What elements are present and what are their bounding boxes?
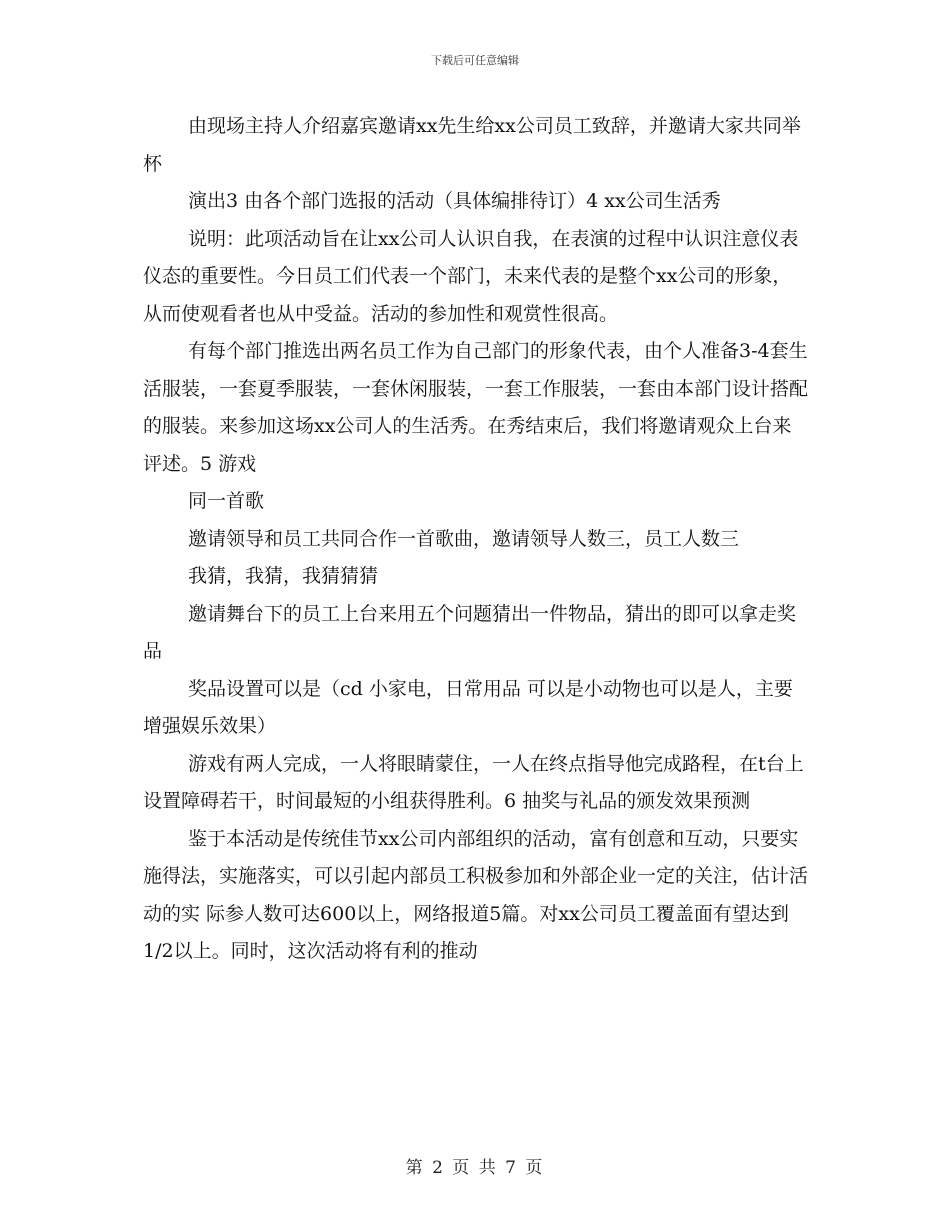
paragraph-prizes: 奖品设置可以是（cd 小家电，日常用品 可以是小动物也可以是人，主要增强娱乐效果） xyxy=(143,677,793,737)
page-number-footer: 第 2 页 共 7 页 xyxy=(405,1158,545,1178)
paragraph-same-song-title: 同一首歌 xyxy=(188,490,265,512)
paragraph-explanation: 说明：此项活动旨在让xx公司人认识自我，在表演的过程中认识注意仪表仪态的重要性。今日员工们代表一个部门，未来代表的是整个xx公司的形象，从而使观看者也从中受益。活动的参加性和观赏性很高。 xyxy=(143,227,799,325)
paragraph-effect-forecast: 鉴于本活动是传统佳节xx公司内部组织的活动，富有创意和互动，只要实施得法，实施落实，可以引起内部员工积极参加和外部企业一定的关注，估计活动的实 际参人数可达600以上，网络报道5篇。对xx公司员工覆盖面有望达到1/2以上。同时，这次活动将有利的推动 xyxy=(143,827,809,962)
paragraph-same-song-desc: 邀请领导和员工共同合作一首歌曲，邀请领导人数三，员工人数三 xyxy=(188,527,740,550)
header-note: 下载后可任意编辑 xyxy=(431,54,519,67)
paragraph-guest-speech: 由现场主持人介绍嘉宾邀请xx先生给xx公司员工致辞，并邀请大家共同举杯 xyxy=(143,115,801,175)
paragraph-blindfold-game: 游戏有两人完成，一人将眼睛蒙住，一人在终点指导他完成路程，在t台上设置障碍若干，时间最短的小组获得胜利。6 抽奖与礼品的颁发效果预测 xyxy=(143,752,804,812)
paragraph-guess-title: 我猜，我猜，我猜猜猜 xyxy=(188,565,379,587)
document-body xyxy=(143,108,808,971)
paragraph-representatives: 有每个部门推选出两名员工作为自己部门的形象代表，由个人准备3-4套生活服装，一套夏季服装，一套休闲服装，一套工作服装，一套由本部门设计搭配的服装。来参加这场xx公司人的生活秀。在秀结束后，我们将邀请观众上台来评述。5 游戏 xyxy=(143,340,809,475)
paragraph-guess-desc: 邀请舞台下的员工上台来用五个问题猜出一件物品，猜出的即可以拿走奖品 xyxy=(143,602,797,662)
paragraph-performance: 演出3 由各个部门选报的活动（具体编排待订）4 xx公司生活秀 xyxy=(188,190,721,212)
